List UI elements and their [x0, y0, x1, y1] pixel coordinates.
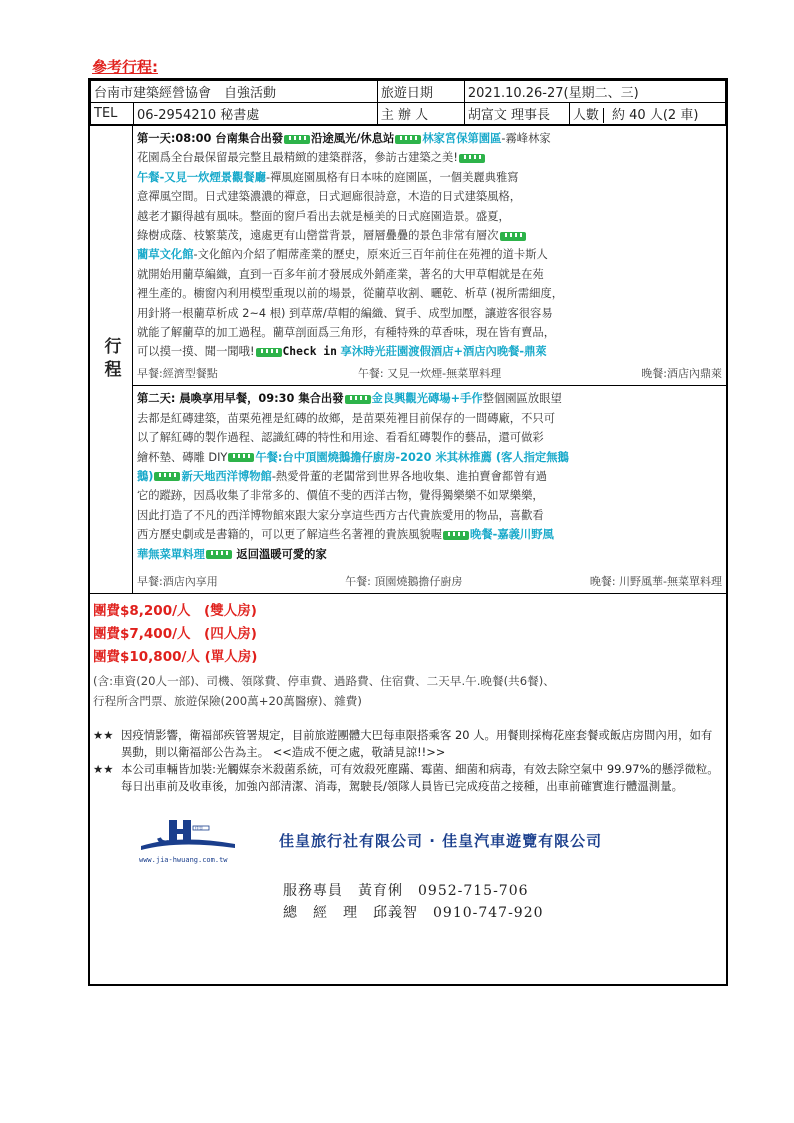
contact-manager: 總 經 理 邱義智 0910-747-920 [283, 905, 544, 922]
day1-attraction-2: 藺草文化館 [137, 248, 194, 262]
day2-text: 整個園區放眼望 [482, 392, 562, 406]
price-single: 團費$10,800/人 (單人房) [93, 649, 258, 666]
day1-text: -文化館內介紹了帽蓆產業的歷史，原來近三百年前住在苑裡的道卡斯人 [193, 248, 548, 262]
day2-start: 第二天: 晨喚享用早餐，09:30 集合出發 [137, 392, 344, 406]
page-title: 參考行程: [92, 58, 158, 76]
contacts [283, 880, 722, 924]
day1-text: 綠樹成蔭、枝繁葉茂，遠處更有山巒當背景，層層疊疊的景色非常有層次 [137, 229, 499, 243]
day1-text: 就開始用藺草編織，直到一百多年前才發展成外銷產業，著名的大甲草帽就是在苑 [137, 267, 544, 281]
company-block [139, 816, 722, 864]
day1-attraction-1: 林家宮保第園區 [422, 132, 502, 145]
contact-agent: 服務專員 黃育俐 0952-715-706 [283, 883, 529, 900]
day2-text: 繪杯墊、磚雕 DIY [137, 450, 228, 464]
star-icon: ★★ [93, 728, 114, 743]
itinerary-sheet [88, 78, 728, 986]
day2-text: 以了解紅磚的製作過程、認識紅磚的特性和用途、看看紅磚製作的藝品，還可做彩 [137, 431, 544, 445]
count-label: 人數 [573, 108, 604, 123]
note-item [93, 761, 722, 794]
bus-icon [228, 453, 254, 462]
day-two [133, 385, 726, 593]
day1-text: 可以摸一摸、聞一聞哦! [137, 345, 255, 359]
count-cell [569, 103, 725, 125]
price-double: 團費$8,200/人 (雙人房) [93, 603, 257, 620]
tel-label: TEL [91, 103, 134, 125]
price-section [90, 593, 726, 924]
day2-dinner-highlight: 晚餐-嘉義川野風 [470, 528, 554, 542]
day2-text: 去都是紅磚建築，苗栗苑裡是紅磚的故鄉，是苗栗苑裡目前保存的一間磚廠，不只可 [137, 411, 555, 425]
tel-value: 06-2954210 秘書處 [134, 103, 378, 125]
header-table [90, 80, 726, 125]
price-includes [93, 671, 722, 711]
count-value: 約 40 人(2 車) [612, 108, 699, 123]
includes-line: (含:車資(20人一部)、司機、領隊費、停車費、過路費、住宿費、二天早.午.晚餐(共6餐)、 [93, 674, 555, 689]
day1-stop: 沿途風光/休息站 [311, 132, 395, 145]
organizer-value: 胡富文 理事長 [464, 103, 569, 125]
bus-icon [154, 472, 180, 481]
day1-text: 花園爲全台最保留最完整且最精緻的建築群落，參訪古建築之美! [137, 151, 458, 165]
day2-text: 它的蹤跡，因爲收集了非常多的、價值不斐的西洋古物，覺得獨樂樂不如眾樂樂， [137, 489, 544, 503]
day1-text: 裡生產的。櫥窗內利用模型重現以前的場景，從藺草收割、曬乾、析草 (視所需細度， [137, 287, 563, 301]
bus-icon [345, 395, 371, 404]
day2-attraction-2: 新天地西洋博物館 [181, 469, 272, 483]
date-value: 2021.10.26-27(星期二、三) [464, 81, 725, 103]
note-text: 因疫情影響，衛福部疾管署規定，目前旅遊團體大巴每車限搭乘客 20 人。用餐則採梅花座套餐或飯店房間內用，如有異動，則以衛福部公告為主。 <<造成不便之處，敬請見諒!!>> [121, 728, 713, 759]
day1-checkin: Check in [282, 345, 337, 359]
day2-lunch-cont: 鵝) [137, 469, 154, 483]
day1-hotel: 享沐時光莊園渡假酒店+酒店內晚餐-鼎萊 [340, 345, 547, 359]
day2-lunch-summary: 午餐: 頂園燒鵝擔仔廚房 [345, 574, 463, 588]
day2-meals [137, 564, 722, 591]
bus-icon [284, 135, 310, 144]
day2-text: 西方歷史劇或是書籍的，可以更了解這些名著裡的貴族風貌喔 [137, 528, 443, 542]
itinerary-section [90, 125, 726, 593]
org-name: 台南市建築經營協會 自強活動 [91, 81, 378, 103]
day2-lunch: 午餐:台中頂園燒鵝擔仔廚房-2020 米其林推薦 (客人指定無鵝 [255, 450, 569, 464]
day2-breakfast: 早餐:酒店內享用 [137, 574, 218, 588]
bus-icon [443, 531, 469, 540]
day1-text: -禪風庭園風格有日本味的庭園區，一個美麗典雅寫 [265, 170, 519, 184]
day2-dinner: 晚餐: 川野風華-無菜單料理 [589, 574, 722, 588]
logo-graphic [139, 816, 239, 856]
day2-attraction-1: 金良興觀光磚場+手作 [371, 392, 483, 406]
price-quad: 團費$7,400/人 (四人房) [93, 626, 257, 643]
day1-breakfast: 早餐:經濟型餐點 [137, 366, 218, 380]
note-item [93, 727, 722, 760]
day1-text: -霧峰林家 [501, 132, 551, 145]
day1-dinner: 晚餐:酒店內鼎萊 [641, 366, 722, 380]
includes-line: 行程所含門票、旅遊保險(200萬+20萬醫療)、雜費) [93, 694, 362, 709]
bus-icon [395, 135, 421, 144]
day-one [133, 126, 726, 385]
bus-icon [256, 348, 282, 357]
day2-text: 因此打造了不凡的西洋博物館來跟大家分享這些西方古代貴族愛用的物品，喜歡看 [137, 508, 544, 522]
day2-dinner-cont: 華無菜單料理 [137, 547, 205, 561]
note-text: 本公司車輛皆加裝:光觸媒奈米殺菌系統，可有效殺死塵蹣、霉菌、細菌和病毒，有效去除空氣中 99.97%的懸浮微粒。每日出車前及收車後，加強內部清潔、消毒，駕駛長/領隊人員皆已完成疫苗之接種，出車前確實進行體溫測量。 [121, 762, 719, 793]
day2-return: 返回溫暖可愛的家 [236, 547, 327, 561]
company-name: 佳皇旅行社有限公司 · 佳皇汽車遊覽有限公司 [279, 831, 603, 850]
day1-lunch-summary: 午餐: 又見一炊煙-無菜單料理 [357, 366, 502, 380]
day2-text: -熱愛骨董的老闆常到世界各地收集、進拍賣會都曾有過 [271, 469, 548, 483]
day1-text: 用針將一根藺草析成 2~4 根) 到草蓆/草帽的編織、貿手、成型加壓，讓遊客很容易 [137, 306, 553, 320]
day1-lunch: 午餐-又見一炊煙景觀餐廳 [137, 170, 266, 184]
day1-meals [137, 362, 722, 383]
logo-text: 佳皇 [195, 825, 203, 831]
bus-icon [206, 550, 232, 559]
star-icon: ★★ [93, 762, 114, 777]
bus-icon [500, 232, 526, 241]
organizer-label: 主 辦 人 [377, 103, 464, 125]
notes [93, 727, 722, 794]
day1-text: 意禪風空間。日式建築濃濃的禪意，日式迴廊很詩意，木造的日式建築風格， [137, 190, 522, 204]
day1-text: 就能了解藺草的加工過程。藺草剖面爲三角形，有種特殊的草香味，現在皆有賣品， [137, 326, 555, 340]
company-url: www.jia-hwuang.com.tw [139, 856, 228, 865]
day1-start: 第一天:08:00 台南集合出發 [137, 132, 284, 145]
itinerary-label: 行程 [90, 126, 133, 593]
bus-icon [459, 154, 485, 163]
date-label: 旅遊日期 [377, 81, 464, 103]
day1-text: 越老才顯得越有風味。整面的窗戶看出去就是極美的日式庭園造景。盛夏， [137, 209, 510, 223]
company-logo [139, 816, 239, 864]
